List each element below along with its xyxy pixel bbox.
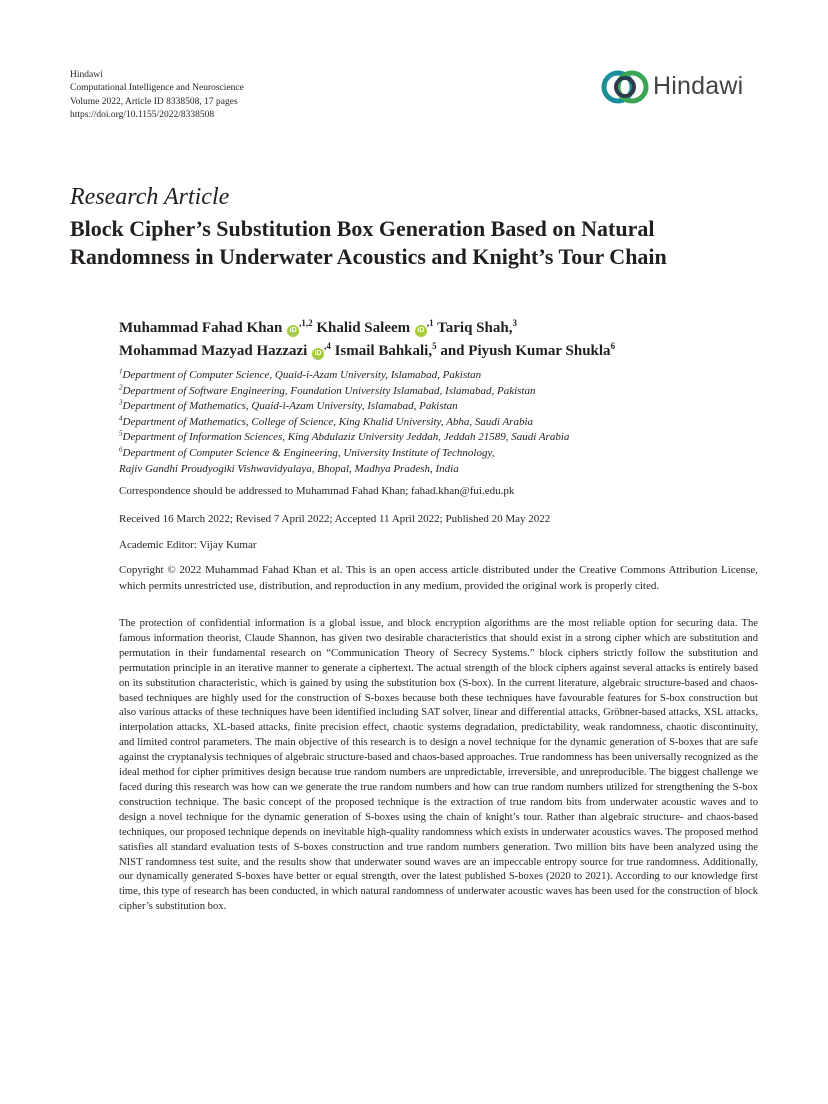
author-name[interactable]: and Piyush Kumar Shukla bbox=[440, 343, 611, 359]
affiliation bbox=[119, 446, 569, 462]
author-affil-sup: 6 bbox=[610, 341, 616, 351]
affiliation-number: 6 bbox=[119, 445, 123, 454]
abstract: The protection of confidential information is a global issue, and block encryption algorithms are the most reliable option for securing data. The famous information theorist, Claude Shannon, has given two desirable characteristics that should exist in a strong cipher which are substitution and permutation in their fundamental research on “Communication Theory of Secrecy Systems.” block ciphers strictly follow the substitution and permutation principle in an iterative manner to generate a ciphertext. The actual strength of the block ciphers against several attacks is entirely based on its substitution characteristic, which is gained by using the substitution box (S-box). In the current literature, algebraic structure-based and chaos-based techniques are highly used for the construction of S-boxes because both these techniques have favourable features for S-box construction but also various attacks of these techniques have been identified including SAT solver, linear and differential attacks, Gröbner-based attacks, XSL attacks, interpolation attacks, XL-based attacks, finite precision effect, chaotic systems degradation, predictability, weak randomness, chaotic discontinuity, and limited control parameters. The main objective of this research is to design a novel technique for the dynamic generation of S-boxes that are safe against the cryptanalysis techniques of algebraic structure-based and chaos-based approaches. True randomness has been universally recognized as the ideal method for cipher primitives design because true random numbers are unpredictable, irreversible, and unreproducible. The biggest challenge we faced during this research was how can we generate the true random numbers and how can true random numbers utilized for strengthening the S-box construction technique. The basic concept of the proposed technique is the extraction of true random bits from underwater acoustic waves and to design a novel technique for the dynamic generation of S-boxes using the chain of knight’s tour. Rather than algebraic structure- and chaos-based techniques, our proposed technique depends on inevitable high-quality randomness which exists in underwater acoustics waves. The proposed method satisfies all standard evaluation tests of S-boxes construction and true random numbers generation. Two million bits have been analyzed using the NIST randomness test suite, and the results show that underwater sound waves are an impeccable entropy source for true randomness. Additionally, our dynamically generated S-boxes have better or equal strength, over the latest published S-boxes (2020 to 2021). According to our knowledge first time, this type of research has been conducted, in which natural randomness of underwater acoustic waves has been used for the construction of block cipher’s substitution box. bbox=[119, 618, 758, 913]
author-affil-sup: ,1,2 bbox=[299, 318, 313, 328]
author-list bbox=[119, 317, 615, 363]
affiliation bbox=[119, 430, 569, 446]
author-line bbox=[119, 340, 615, 363]
author-name[interactable]: Mohammad Mazyad Hazzazi bbox=[119, 343, 308, 359]
affiliation bbox=[119, 399, 569, 415]
journal-meta bbox=[70, 69, 244, 122]
publisher-name: Hindawi bbox=[70, 70, 103, 80]
title-line: Randomness in Underwater Acoustics and Knight’s Tour Chain bbox=[70, 244, 667, 269]
affiliation-list bbox=[119, 368, 569, 477]
hindawi-rings-icon bbox=[601, 67, 651, 107]
affiliation-number: 2 bbox=[119, 382, 123, 391]
article-title bbox=[70, 215, 770, 271]
affiliation-number: 3 bbox=[119, 398, 123, 407]
publication-dates: Received 16 March 2022; Revised 7 April 2022; Accepted 11 April 2022; Published 20 May 2022 bbox=[119, 513, 551, 525]
author-affil-sup: 3 bbox=[512, 318, 517, 328]
academic-editor: Academic Editor: Vijay Kumar bbox=[119, 539, 257, 551]
author-affil-sup: ,1 bbox=[426, 318, 434, 328]
author-name[interactable]: Ismail Bahkali, bbox=[334, 343, 433, 359]
affiliation-text: Department of Computer Science, Quaid-i-Azam University, Islamabad, Pakistan bbox=[122, 369, 482, 381]
copyright-notice: Copyright © 2022 Muhammad Fahad Khan et al. This is an open access article distributed under the Creative Commons Attribution License, which permits unrestricted use, distribution, and reproduction in any medium, provided the original work is properly cited. bbox=[119, 564, 758, 592]
brand-name: Hindawi bbox=[653, 72, 744, 100]
journal-name: Computational Intelligence and Neuroscience bbox=[70, 83, 244, 94]
author-name[interactable]: Khalid Saleem bbox=[316, 320, 411, 336]
orcid-icon[interactable]: iD bbox=[287, 325, 299, 337]
author-affil-sup: ,4 bbox=[324, 341, 331, 351]
author-line bbox=[119, 317, 615, 340]
author-affil-sup: 5 bbox=[432, 341, 437, 351]
title-line: Block Cipher’s Substitution Box Generation Based on Natural bbox=[70, 216, 655, 241]
affiliation-text: Department of Mathematics, Quaid-i-Azam University, Islamabad, Pakistan bbox=[122, 400, 458, 413]
affiliation-text: Department of Software Engineering, Foundation University Islamabad, Islamabad, Pakistan bbox=[122, 384, 536, 397]
doi-link[interactable]: https://doi.org/10.1155/2022/8338508 bbox=[70, 109, 215, 120]
affiliation-number: 1 bbox=[119, 367, 123, 376]
volume-info: Volume 2022, Article ID 8338508, 17 pages bbox=[70, 96, 238, 107]
author-name[interactable]: Muhammad Fahad Khan bbox=[119, 320, 283, 336]
affiliation bbox=[119, 384, 569, 400]
hindawi-logo bbox=[601, 66, 761, 112]
correspondence: Correspondence should be addressed to Muhammad Fahad Khan; fahad.khan@fui.edu.pk bbox=[119, 485, 515, 497]
affiliation-text: Department of Computer Science & Engineering, University Institute of Technology, bbox=[122, 446, 495, 459]
article-type: Research Article bbox=[70, 184, 230, 210]
orcid-icon[interactable]: iD bbox=[415, 325, 427, 337]
affiliation-continuation: Rajiv Gandhi Proudyogiki Vishwavidyalaya, Bhopal, Madhya Pradesh, India bbox=[119, 462, 459, 475]
affiliation-text: Department of Information Sciences, King Abdulaziz University Jeddah, Jeddah 21589, Saudi Arabia bbox=[122, 431, 570, 444]
affiliation-text: Department of Mathematics, College of Science, King Khalid University, Abha, Saudi Arabia bbox=[122, 415, 534, 428]
author-name[interactable]: Tariq Shah, bbox=[437, 320, 513, 336]
orcid-icon[interactable]: iD bbox=[312, 348, 324, 360]
affiliation bbox=[119, 368, 569, 384]
affiliation bbox=[119, 415, 569, 431]
affiliation-number: 5 bbox=[119, 429, 123, 438]
affiliation-number: 4 bbox=[119, 414, 123, 423]
